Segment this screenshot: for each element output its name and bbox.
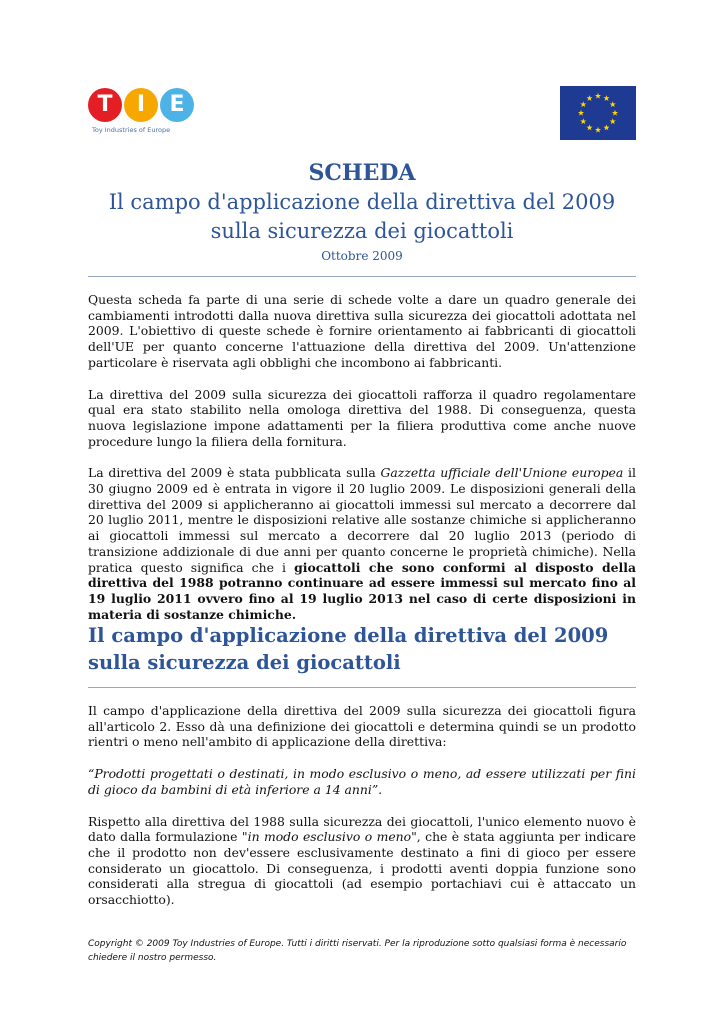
document-date: Ottobre 2009	[321, 249, 403, 263]
logo-tagline: Toy Industries of Europe	[92, 126, 171, 134]
logo-letter-t: T	[88, 88, 122, 122]
intro-p3-bold: giocattoli che sono conformi al disposto della direttiva del 1988 potranno continuare ad essere immessi sul mercato fino al 19 luglio 2011 ovvero fino al 19 luglio 2013 nel caso di certe disposizioni in materia di sostanze chimiche.	[88, 559, 636, 622]
eu-flag-icon	[560, 86, 636, 140]
section-divider	[88, 687, 636, 688]
intro-p3-text-a: La direttiva del 2009 è stata pubblicata sulla	[88, 465, 381, 481]
intro-body	[88, 292, 636, 638]
document-heading: Il campo d'applicazione della direttiva del 2009 sulla sicurezza dei giocattoli	[108, 190, 616, 243]
footer-copyright: Copyright © 2009 Toy Industries of Europe. Tutti i diritti riservati. Per la riproduzione sotto qualsiasi forma è necessario chiedere il nostro permesso.	[88, 939, 627, 963]
section-p3-text-b: , che è stata aggiunta per indicare che il prodotto non dev'essere esclusivamente destinato a fini di gioco per essere considerato un giocattolo. Di conseguenza, i prodotti aventi doppia funzione sono considerati alla stregua di giocattoli (ad esempio portachiavi cui è attaccato un orsacchiotto).	[88, 829, 636, 908]
journal-name: Gazzetta ufficiale dell'Unione europea	[380, 465, 624, 481]
tie-logo	[88, 86, 200, 138]
section-paragraph-3	[88, 814, 636, 908]
document-title	[88, 158, 636, 264]
section-heading: Il campo d'applicazione della direttiva del 2009 sulla sicurezza dei giocattoli	[88, 624, 609, 674]
definition-quote	[88, 766, 636, 797]
header-divider	[88, 276, 636, 277]
document-label: SCHEDA	[308, 160, 416, 186]
intro-paragraph-3	[88, 465, 636, 622]
section-p3-text-a: Rispetto alla direttiva del 1988 sulla sicurezza dei giocattoli, l'unico elemento nuovo è dato dalla formulazione	[88, 813, 636, 845]
intro-p3-text-b: il 30 giugno 2009 ed è entrata in vigore il 20 luglio 2009. Le disposizioni generali della direttiva del 2009 si applicheranno ai giocattoli immessi sul mercato a decorrere dal 20 luglio 2011, mentre le disposizioni relative alle sostanze chimiche si applicheranno ai giocattoli immessi sul mercato a decorrere dal 20 luglio 2013 (periodo di transizione addizionale di due anni per quanto concerne le proprietà chimiche). Nella pratica questo significa che i	[88, 465, 636, 575]
definition-quote-text: “Prodotti progettati o destinati, in modo esclusivo o meno, ad essere utilizzati per fini di gioco da bambini di età inferiore a 14 anni”.	[88, 766, 636, 797]
section-p3-italic: "in modo esclusivo o meno"	[241, 829, 417, 845]
intro-paragraph-1: Questa scheda fa parte di una serie di schede volte a dare un quadro generale dei cambiamenti introdotti dalla nuova direttiva sulla sicurezza dei giocattoli adottata nel 2009. L'obiettivo di queste schede è fornire orientamento ai fabbricanti di giocattoli dell'UE per quanto concerne l'attuazione della direttiva del 2009. Un'attenzione particolare è riservata agli obblighi che incombono ai fabbricanti.	[88, 292, 636, 370]
logo-letter-e: E	[160, 88, 194, 122]
intro-paragraph-2: La direttiva del 2009 sulla sicurezza dei giocattoli rafforza il quadro regolamentare qual era stato stabilito nella omologa direttiva del 1988. Di conseguenza, questa nuova legislazione impone adattamenti per la filiera produttiva come anche nuove procedure lungo la filiera della fornitura.	[88, 386, 636, 449]
section-body	[88, 703, 636, 924]
section-paragraph-1: Il campo d'applicazione della direttiva del 2009 sulla sicurezza dei giocattoli figura all'articolo 2. Esso dà una definizione dei giocattoli e determina quindi se un prodotto rientri o meno nell'ambito di applicazione della direttiva:	[88, 703, 636, 750]
logo-letter-i: I	[124, 88, 158, 122]
